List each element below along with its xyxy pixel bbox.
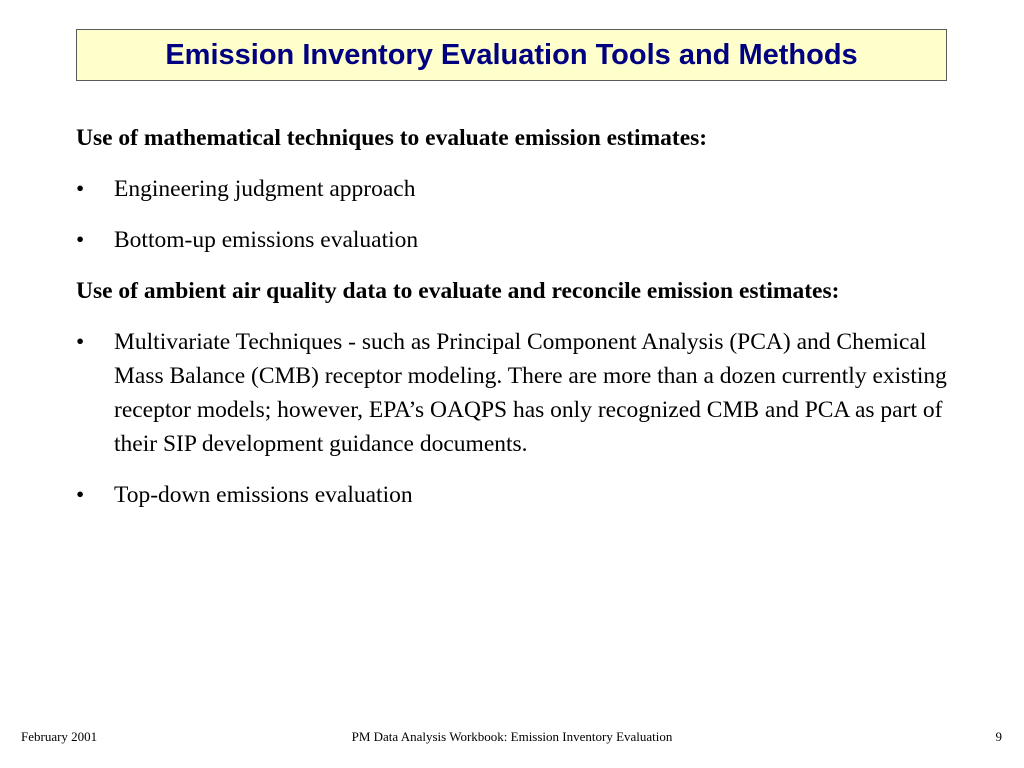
bullet-icon: • bbox=[76, 227, 85, 253]
section-heading-mathematical: Use of mathematical techniques to evaluate emission estimates: bbox=[76, 125, 708, 151]
bullet-text: Bottom-up emissions evaluation bbox=[114, 227, 419, 253]
bullet-item bbox=[76, 325, 956, 461]
bullet-item bbox=[76, 223, 956, 257]
bullet-item bbox=[76, 478, 956, 512]
section-heading-ambient: Use of ambient air quality data to evaluate and reconcile emission estimates: bbox=[76, 278, 840, 304]
page-number: 9 bbox=[995, 729, 1002, 744]
bullet-icon: • bbox=[76, 329, 85, 355]
bullet-item bbox=[76, 172, 956, 206]
bullet-text: Top-down emissions evaluation bbox=[114, 482, 413, 508]
bullet-text: Multivariate Techniques - such as Principal Component Analysis (PCA) and Chemical Mass Balance (CMB) receptor modeling. There are more than a dozen currently existing receptor models; however, EPA’s OAQPS has only recognized CMB and PCA as part of their SIP development guidance documents. bbox=[114, 329, 947, 457]
footer-date: February 2001 bbox=[21, 729, 98, 744]
bullet-icon: • bbox=[76, 176, 85, 202]
slide-title-box bbox=[76, 29, 947, 81]
slide-title: Emission Inventory Evaluation Tools and Methods bbox=[165, 38, 858, 71]
slide-body bbox=[76, 121, 956, 512]
bullet-icon: • bbox=[76, 482, 85, 508]
footer-title: PM Data Analysis Workbook: Emission Inventory Evaluation bbox=[351, 729, 673, 744]
bullet-text: Engineering judgment approach bbox=[114, 176, 416, 202]
